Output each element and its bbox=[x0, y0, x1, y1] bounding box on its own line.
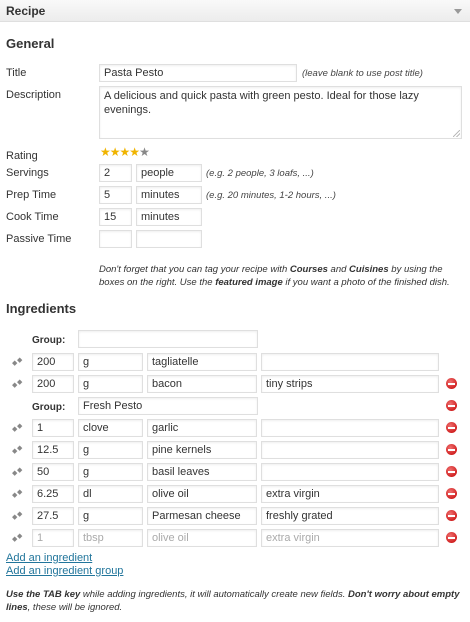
ingredients-heading: Ingredients bbox=[6, 301, 77, 316]
recipe-box-header[interactable] bbox=[0, 0, 470, 22]
star-icon[interactable]: ★ bbox=[139, 145, 150, 159]
delete-row-icon[interactable] bbox=[446, 422, 457, 433]
servings-label: Servings bbox=[6, 167, 49, 179]
star-icon[interactable]: ★ bbox=[119, 145, 131, 159]
group-label: Group: bbox=[32, 335, 66, 346]
title-hint: (leave blank to use post title) bbox=[302, 68, 423, 79]
ingredient-unit-input[interactable]: clove bbox=[78, 419, 143, 437]
prep-time-input[interactable]: 5 bbox=[99, 186, 132, 204]
prep-time-label: Prep Time bbox=[6, 189, 57, 201]
servings-unit-input[interactable]: people bbox=[136, 164, 202, 182]
group-name-input[interactable] bbox=[78, 330, 258, 348]
servings-input[interactable]: 2 bbox=[99, 164, 132, 182]
drag-handle-icon[interactable] bbox=[12, 378, 26, 390]
resize-grip-icon[interactable] bbox=[453, 130, 460, 137]
delete-row-icon[interactable] bbox=[446, 378, 457, 389]
ingredient-notes-input[interactable] bbox=[261, 441, 439, 459]
delete-row-icon[interactable] bbox=[446, 488, 457, 499]
passive-time-input[interactable] bbox=[99, 230, 132, 248]
ingredient-name-input[interactable]: garlic bbox=[147, 419, 257, 437]
ingredient-name-input[interactable]: tagliatelle bbox=[147, 353, 257, 371]
ingredient-amount-input[interactable]: 200 bbox=[32, 375, 74, 393]
ingredient-unit-input[interactable]: g bbox=[78, 353, 143, 371]
title-input[interactable]: Pasta Pesto bbox=[99, 64, 297, 82]
drag-handle-icon[interactable] bbox=[12, 532, 26, 544]
ingredient-unit-input[interactable]: tbsp bbox=[78, 529, 143, 547]
ingredient-amount-input[interactable]: 27.5 bbox=[32, 507, 74, 525]
ingredient-name-input[interactable]: bacon bbox=[147, 375, 257, 393]
ingredient-unit-input[interactable]: g bbox=[78, 507, 143, 525]
ingredient-notes-input[interactable] bbox=[261, 419, 439, 437]
drag-handle-icon[interactable] bbox=[12, 466, 26, 478]
collapse-arrow-icon[interactable] bbox=[454, 9, 462, 14]
delete-group-icon[interactable] bbox=[446, 400, 457, 411]
ingredient-name-input[interactable]: Parmesan cheese bbox=[147, 507, 257, 525]
drag-handle-icon[interactable] bbox=[12, 488, 26, 500]
description-text: A delicious and quick pasta with green pesto. Ideal for those lazy evenings. bbox=[104, 90, 419, 116]
ingredient-name-input[interactable]: basil leaves bbox=[147, 463, 257, 481]
ingredient-unit-input[interactable]: g bbox=[78, 463, 143, 481]
ingredient-amount-input[interactable]: 1 bbox=[32, 419, 74, 437]
passive-time-label: Passive Time bbox=[6, 233, 72, 245]
ingredient-name-input[interactable]: olive oil bbox=[147, 529, 257, 547]
ingredient-amount-input[interactable]: 6.25 bbox=[32, 485, 74, 503]
servings-hint: (e.g. 2 people, 3 loafs, ...) bbox=[206, 168, 314, 179]
ingredient-notes-input[interactable]: extra virgin bbox=[261, 529, 439, 547]
description-textarea[interactable] bbox=[99, 86, 462, 139]
ingredient-notes-input[interactable]: freshly grated bbox=[261, 507, 439, 525]
delete-row-icon[interactable] bbox=[446, 510, 457, 521]
ingredient-amount-input[interactable]: 50 bbox=[32, 463, 74, 481]
cook-time-unit-input[interactable]: minutes bbox=[136, 208, 202, 226]
prep-time-hint: (e.g. 20 minutes, 1-2 hours, ...) bbox=[206, 190, 336, 201]
drag-handle-icon[interactable] bbox=[12, 422, 26, 434]
recipe-box-title: Recipe bbox=[6, 4, 46, 18]
drag-handle-icon[interactable] bbox=[12, 444, 26, 456]
add-ingredient-group-link[interactable]: Add an ingredient group bbox=[6, 565, 124, 577]
ingredient-unit-input[interactable]: dl bbox=[78, 485, 143, 503]
description-label: Description bbox=[6, 89, 62, 101]
rating-stars[interactable] bbox=[100, 146, 149, 158]
drag-handle-icon[interactable] bbox=[12, 356, 26, 368]
ingredient-name-input[interactable]: olive oil bbox=[147, 485, 257, 503]
rating-label: Rating bbox=[6, 150, 38, 162]
delete-row-icon[interactable] bbox=[446, 466, 457, 477]
prep-time-unit-input[interactable]: minutes bbox=[136, 186, 202, 204]
ingredient-amount-input[interactable]: 12.5 bbox=[32, 441, 74, 459]
drag-handle-icon[interactable] bbox=[12, 510, 26, 522]
delete-row-icon[interactable] bbox=[446, 532, 457, 543]
ingredient-amount-input[interactable]: 1 bbox=[32, 529, 74, 547]
ingredient-notes-input[interactable]: extra virgin bbox=[261, 485, 439, 503]
ingredient-notes-input[interactable]: tiny strips bbox=[261, 375, 439, 393]
add-ingredient-link[interactable]: Add an ingredient bbox=[6, 552, 93, 564]
star-icon[interactable]: ★ bbox=[109, 145, 121, 159]
ingredient-unit-input[interactable]: g bbox=[78, 441, 143, 459]
title-label: Title bbox=[6, 67, 27, 79]
ingredient-notes-input[interactable] bbox=[261, 463, 439, 481]
star-icon[interactable]: ★ bbox=[100, 145, 111, 159]
cook-time-input[interactable]: 15 bbox=[99, 208, 132, 226]
ingredient-amount-input[interactable]: 200 bbox=[32, 353, 74, 371]
cook-time-label: Cook Time bbox=[6, 211, 59, 223]
star-icon[interactable]: ★ bbox=[129, 145, 141, 159]
ingredient-unit-input[interactable]: g bbox=[78, 375, 143, 393]
ingredient-name-input[interactable]: pine kernels bbox=[147, 441, 257, 459]
delete-row-icon[interactable] bbox=[446, 444, 457, 455]
tagging-note: Don't forget that you can tag your recipe with Courses and Cuisines by using the boxes on the right. Use the featured image if you want a photo of the finished dish. bbox=[99, 264, 450, 288]
group-label: Group: bbox=[32, 402, 66, 413]
general-heading: General bbox=[6, 36, 55, 51]
group-name-input[interactable]: Fresh Pesto bbox=[78, 397, 258, 415]
ingredient-notes-input[interactable] bbox=[261, 353, 439, 371]
ingredients-help-note: Use the TAB key while adding ingredients, it will automatically create new fields. Don't worry about empty lines, these will be ignored. bbox=[6, 589, 460, 613]
passive-time-unit-input[interactable] bbox=[136, 230, 202, 248]
